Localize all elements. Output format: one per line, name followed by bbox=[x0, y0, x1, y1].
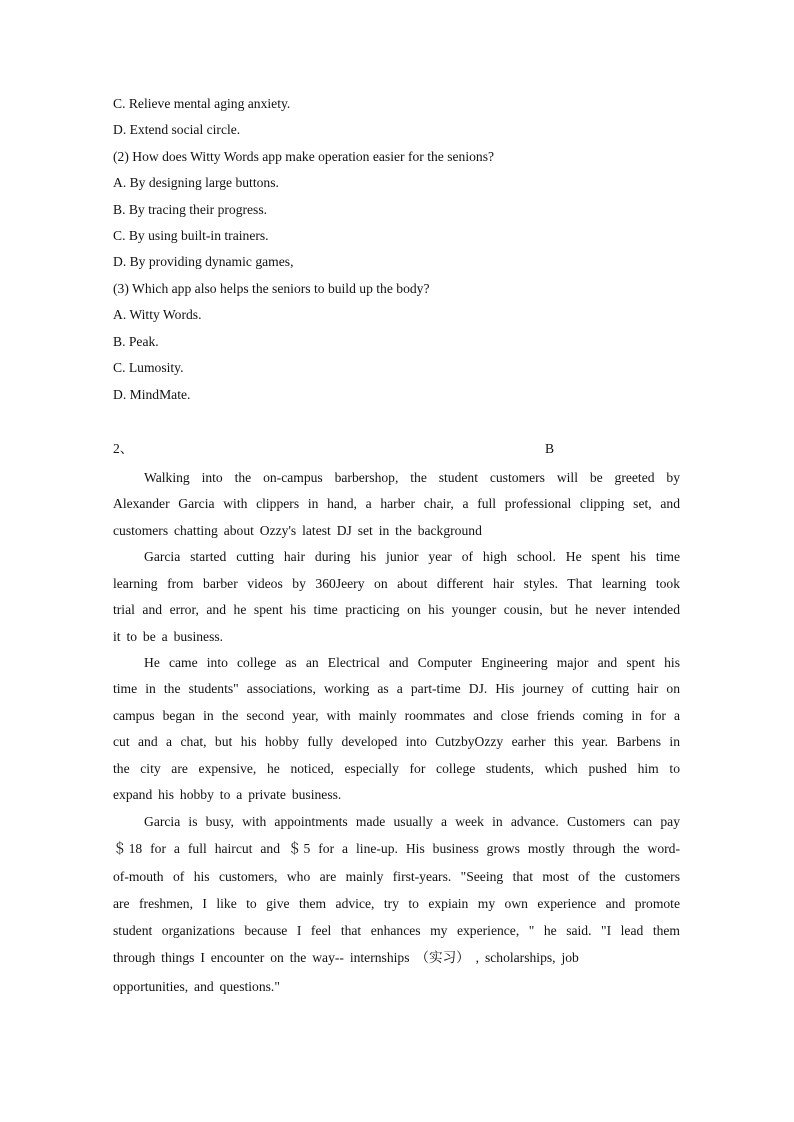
passage-line: trial and error, and he spent his time practicing on his younger cousin, but he never intended bbox=[113, 602, 680, 617]
passage-line: learning from barber videos by 360Jeery on about different hair styles. That learning took bbox=[113, 576, 680, 591]
passage-line: are freshmen, I like to give them advice, try to expiain my own experience and promote bbox=[113, 896, 680, 911]
section-letter: B bbox=[545, 441, 555, 456]
passage-line: Garcia started cutting hair during his junior year of high school. He spent his time bbox=[144, 549, 680, 564]
passage-line: campus began in the second year, with mainly roommates and close friends coming in for a bbox=[113, 708, 680, 723]
option-b-q3: B. Peak. bbox=[113, 334, 159, 349]
passage-line: Alexander Garcia with clippers in hand, a harber chair, a full professional clipping set, and bbox=[113, 496, 680, 511]
option-b-q2: B. By tracing their progress. bbox=[113, 202, 268, 217]
passage-line: the city are expensive, he noticed, especially for college students, which pushed him to bbox=[113, 761, 680, 776]
passage-line: of-mouth of his customers, who are mainly first-years. "Seeing that most of the customers bbox=[113, 869, 680, 884]
passage-line: expand his hobby to a private business. bbox=[113, 787, 342, 802]
passage-line: time in the students" associations, working as a part-time DJ. His journey of cutting hair on bbox=[113, 681, 680, 696]
option-c-q1: C. Relieve mental aging anxiety. bbox=[113, 96, 291, 111]
passage-line: it to be a business. bbox=[113, 629, 224, 644]
passage-line: He came into college as an Electrical and Computer Engineering major and spent his bbox=[144, 655, 680, 670]
passage-line: Walking into the on-campus barbershop, the student customers will be greeted by bbox=[144, 470, 680, 485]
option-d-q1: D. Extend social circle. bbox=[113, 122, 241, 137]
option-a-q3: A. Witty Words. bbox=[113, 307, 202, 322]
option-d-q3: D. MindMate. bbox=[113, 387, 191, 402]
section-number: 2、 bbox=[113, 441, 134, 456]
option-c-q2: C. By using built-in trainers. bbox=[113, 228, 269, 243]
option-a-q2: A. By designing large buttons. bbox=[113, 175, 279, 190]
passage-line: opportunities, and questions." bbox=[113, 979, 280, 994]
passage-line: ＄18 for a full haircut and ＄5 for a line-up. His business grows mostly through the word- bbox=[113, 841, 680, 856]
passage-line: customers chatting about Ozzy's latest DJ set in the background bbox=[113, 523, 482, 538]
question-2: (2) How does Witty Words app make operation easier for the senions? bbox=[113, 149, 495, 164]
passage-line: student organizations because I feel that enhances my experience, " he said. "I lead them bbox=[113, 923, 680, 938]
option-c-q3: C. Lumosity. bbox=[113, 360, 184, 375]
passage-line: through things I encounter on the way-- internships （实习） , scholarships, job bbox=[113, 950, 579, 965]
passage-line: Garcia is busy, with appointments made usually a week in advance. Customers can pay bbox=[144, 814, 680, 829]
passage-line: cut and a chat, but his hobby fully developed into CutzbyOzzy earher this year. Barbens in bbox=[113, 734, 680, 749]
question-3: (3) Which app also helps the seniors to build up the body? bbox=[113, 281, 430, 296]
option-d-q2: D. By providing dynamic games, bbox=[113, 254, 294, 269]
